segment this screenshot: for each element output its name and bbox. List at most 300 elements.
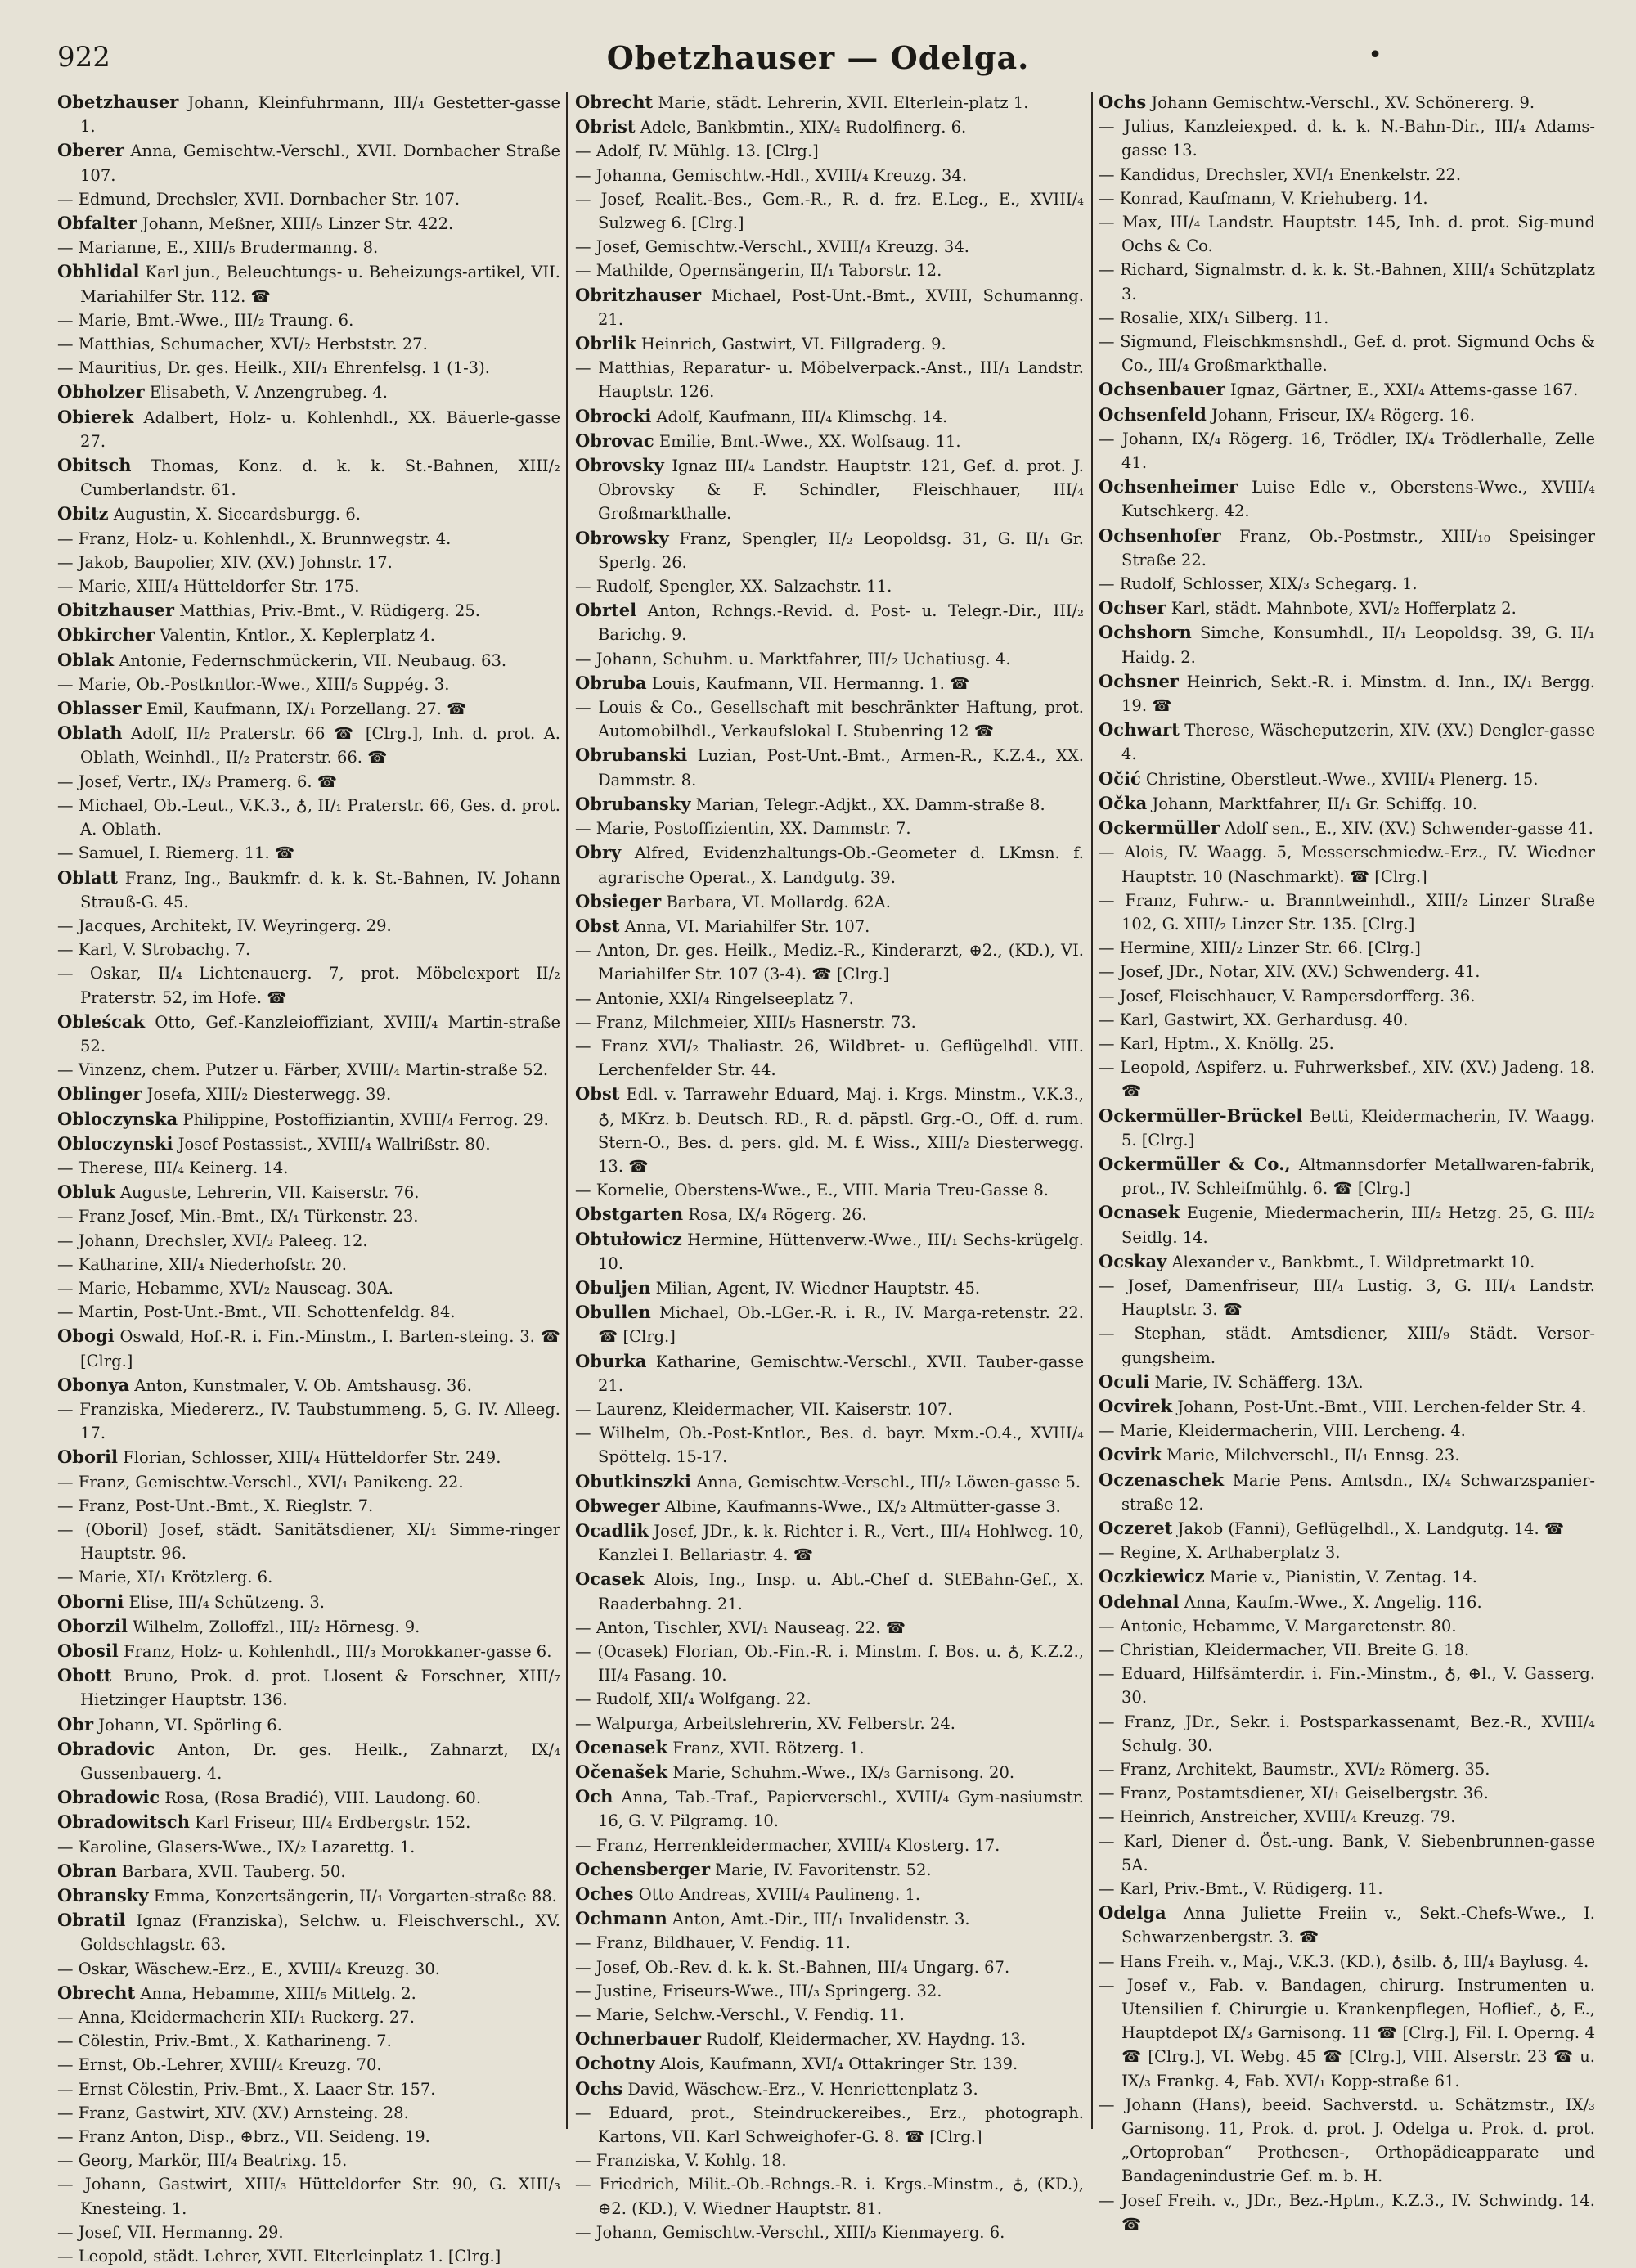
entry-surname: Oborni [57,1591,124,1612]
entry-surname: Obloczynski [57,1132,173,1154]
entry-details: — Alois, IV. Waagg. 5, Messerschmiedw.-Erz., IV. Wiedner Hauptstr. 10 (Naschmarkt). ☎ [Clrg.] [1099,843,1595,886]
entry-surname: Ocnasek [1099,1202,1180,1223]
entry-surname: Obullen [575,1302,651,1323]
entry-surname: Obst [575,1083,620,1105]
entry-details: — (Ocasek) Florian, Ob.-Fin.-R. i. Minstm. f. Bos. u. ♁, K.Z.2., III/₄ Fasang. 10. [575,1642,1084,1685]
directory-entry [57,1614,560,1639]
entry-details: Marie, IV. Schäfferg. 13A. [1149,1372,1364,1392]
entry-details: — Karl, Diener d. Öst.-ung. Bank, V. Siebenbrunnen-gasse 5A. [1099,1831,1595,1874]
directory-entry [57,648,560,673]
entry-surname: Obfalter [57,213,137,234]
entry-surname: Obrubanski [575,745,688,766]
entry-surname: Obry [575,842,622,863]
entry-details: Johann, Meßner, XIII/₅ Linzer Str. 422. [137,214,454,234]
entry-details: Marie Pens. Amtsdn., IX/₄ Schwarzspanier-straße 12. [1121,1470,1595,1514]
entry-details: — Franz, Fuhrw.- u. Branntweinhdl., XIII/₂ Linzer Straße 102, G. XIII/₂ Linzer Str. 135. [Clrg.] [1099,890,1595,934]
entry-details: Augustin, X. Siccardsburgg. 6. [108,505,361,524]
entry-details: Anton, Rchngs.-Revid. d. Post- u. Telegr.-Dir., III/₂ Barichg. 9. [598,601,1084,645]
directory-entry [575,1202,1084,1226]
directory-entry [1099,524,1595,572]
directory-columns [57,90,1595,2266]
entry-surname: Ochsenfeld [1099,403,1207,425]
entry-details: — Mauritius, Dr. ges. Heilk., XII/₁ Ehrenfelsg. 1 (1-3). [57,358,490,378]
page-header [57,36,1579,82]
directory-entry [575,1494,1084,1519]
directory-entry [57,138,560,187]
entry-surname: Oblak [57,649,115,670]
directory-entry [57,211,560,236]
directory-entry [1099,1901,1595,1949]
entry-details: Franz, Spengler, II/₂ Leopoldsg. 31, G. II/₁ Gr. Sperlg. 26. [598,529,1084,572]
directory-entry [575,647,1084,671]
entry-details: — Franz, Postamtsdiener, XI/₁ Geiselbergstr. 36. [1099,1784,1489,1803]
directory-entry [575,1906,1084,1931]
directory-entry [1099,1638,1595,1662]
entry-details: — Christian, Kleidermacher, VII. Breite G. 18. [1099,1640,1470,1659]
directory-entry [575,187,1084,235]
entry-details: — Josef v., Fab. v. Bandagen, chirurg. Instrumenten u. Utensilien f. Chirurgie u. Krankenpflegen, Hoflief., ♁, E., Hauptdepot IX/₃ Garnisong. 11 ☎ [Clrg.], Fil. I. Operng. 4 ☎ [Clrg.], VI. Webg. 45 ☎ [Clrg.], VIII. Alserstr. 23 ☎ u. IX/₃ Frankg. 4, Fab. XVI/₁ Kopp-straße 61. [1099,1975,1595,2090]
entry-details: — Mathilde, Opernsängerin, II/₁ Taborstr. 12. [575,261,942,281]
directory-entry [1099,1877,1595,1901]
directory-entry [1099,1442,1595,1467]
directory-entry [575,526,1084,574]
directory-entry [1099,1781,1595,1805]
directory-entry [57,551,560,574]
entry-details: — Marianne, E., XIII/₅ Brudermanng. 8. [57,238,379,258]
entry-surname: Ocvirek [1099,1395,1173,1416]
entry-details: — Kornelie, Oberstens-Wwe., E., VIII. Maria Treu-Gasse 8. [575,1181,1049,1200]
directory-entry [575,1519,1084,1567]
directory-entry [575,1010,1084,1034]
entry-details: — Josef, JDr., Notar, XIV. (XV.) Schwenderg. 41. [1099,962,1481,982]
directory-entry [57,1518,560,1565]
directory-entry [57,696,560,721]
entry-details: Rudolf, Kleidermacher, XV. Haydng. 13. [701,2030,1027,2050]
entry-surname: Obuljen [575,1276,651,1298]
entry-details: — Karl, V. Strobachg. 7. [57,940,251,960]
entry-surname: Oboril [57,1447,119,1468]
entry-surname: Obtułowicz [575,1228,682,1249]
directory-entry [575,1034,1084,1082]
entry-surname: Obran [57,1860,117,1881]
entry-details: Hermine, Hüttenverw.-Wwe., III/₁ Sechs-krügelg. 10. [598,1230,1084,1273]
directory-entry [575,1882,1084,1906]
directory-entry [575,2003,1084,2027]
directory-entry [1099,718,1595,766]
directory-entry [57,1107,560,1132]
page-title: Obetzhauser — Odelga. [606,39,1030,76]
entry-details: Franz, Ing., Baukmfr. d. k. k. St.-Bahnen, IV. Johann Strauß-G. 45. [80,868,560,911]
entry-details: — Johanna, Gemischtw.-Hdl., XVIII/₄ Kreuzg. 34. [575,165,968,185]
entry-details: Anton, Dr. ges. Heilk., Zahnarzt, IX/₄ Gussenbauerg. 4. [80,1739,560,1784]
entry-details: Antonie, Federnschmückerin, VII. Neubaug. 63. [114,650,507,670]
entry-details: — Marie, XI/₁ Krötzlerg. 6. [57,1568,273,1587]
entry-details: Anna, Tab.-Traf., Papierverschl., XVIII/₄ Gym-nasiumstr. 16, G. V. Pilgramg. 10. [598,1788,1084,1831]
directory-entry [57,405,560,453]
directory-entry [575,429,1084,453]
directory-entry [1099,2093,1595,2189]
directory-entry [57,673,560,696]
directory-entry [57,502,560,526]
entry-surname: Obholzer [57,381,145,403]
entry-details: Alfred, Evidenzhaltungs-Ob.-Geometer d. LKmsn. f. agrarische Operat., X. Landgutg. 39. [598,844,1084,887]
directory-entry [575,671,1084,695]
entry-details: Josef, JDr., k. k. Richter i. R., Vert., III/₄ Hohlweg. 10, Kanzlei I. Bellariastr. 4. ☎ [598,1521,1084,1565]
entry-surname: Obradovic [57,1738,155,1759]
directory-entry [575,404,1084,429]
directory-entry [57,2029,560,2053]
directory-entry [1099,767,1595,791]
entry-details: — Josef, Ob.-Rev. d. k. k. St.-Bahnen, III/₄ Ungarg. 67. [575,1957,1010,1977]
directory-entry [1099,163,1595,187]
entry-details: — Rosalie, XIX/₁ Silberg. 11. [1099,308,1329,327]
directory-entry [575,1760,1084,1784]
entry-details: — Anton, Tischler, XVI/₁ Nauseag. 22. ☎ [575,1618,906,1637]
directory-column-1 [57,90,560,2266]
directory-entry [1099,2189,1595,2236]
directory-entry [1099,984,1595,1008]
entry-surname: Obosil [57,1640,119,1661]
directory-entry [575,743,1084,791]
directory-entry [57,2244,560,2268]
entry-details: — Karoline, Glasers-Wwe., IX/₂ Lazarettg. 1. [57,1837,416,1856]
entry-details: Johann, Friseur, IX/₄ Rögerg. 16. [1206,405,1475,425]
entry-details: Anna, Gemischtw.-Verschl., III/₂ Löwen-gasse 5. [691,1472,1081,1492]
entry-details: — Justine, Friseurs-Wwe., III/₃ Springerg. 32. [575,1981,942,2000]
entry-surname: Oczkiewicz [1099,1566,1205,1587]
entry-details: — Franz Josef, Min.-Bmt., IX/₁ Türkenstr. 23. [57,1207,419,1226]
directory-entry [575,1227,1084,1276]
entry-details: — Antonie, Hebamme, V. Margaretenstr. 80. [1099,1616,1457,1636]
directory-entry [1099,1152,1595,1200]
page-number: 922 [57,41,110,74]
entry-details: Ignaz III/₄ Landstr. Hauptstr. 121, Gef. d. prot. J. Obrovsky & F. Schindler, Fleischhauer, III/₄ Großmarkthalle. [598,457,1084,524]
entry-details: Wilhelm, Zolloffzl., III/₂ Hörnesg. 9. [127,1617,420,1636]
directory-entry [57,1663,560,1712]
entry-details: Oswald, Hof.-R. i. Fin.-Minstm., I. Barten-steing. 3. ☎ [Clrg.] [80,1327,560,1370]
entry-surname: Obradowic [57,1787,160,1808]
entry-details: — Josef, Gemischtw.-Verschl., XVIII/₄ Kreuzg. 34. [575,237,969,257]
entry-details: David, Wäschew.-Erz., V. Henriettenplatz 3. [622,2079,978,2099]
entry-details: Barbara, XVII. Tauberg. 50. [116,1861,346,1881]
entry-surname: Obrecht [57,1982,136,2003]
entry-details: — Matthias, Reparatur- u. Möbelverpack.-Anst., III/₁ Landstr. Hauptstr. 126. [575,358,1084,402]
entry-details: Milian, Agent, IV. Wiedner Hauptstr. 45. [650,1278,981,1298]
directory-entry [57,332,560,356]
entry-surname: Ochensberger [575,1858,711,1879]
directory-entry [575,1784,1084,1833]
entry-details: — Antonie, XXI/₄ Ringelseeplatz 7. [575,988,854,1008]
directory-entry [57,623,560,647]
directory-entry [1099,1370,1595,1394]
directory-entry [575,1300,1084,1348]
entry-surname: Obrocki [575,405,652,426]
entry-details: — Louis & Co., Gesellschaft mit beschränkter Haftung, prot. Automobilhdl., Verkaufslokal I. Stubenring 12 ☎ [575,698,1084,741]
directory-entry [57,1156,560,1180]
entry-details: Marie v., Pianistin, V. Zentag. 14. [1204,1568,1477,1587]
directory-entry [1099,1008,1595,1032]
directory-entry [1099,115,1595,162]
entry-details: — Katharine, XII/₄ Niederhofstr. 20. [57,1254,347,1274]
entry-details: Christine, Oberstleut.-Wwe., XVIII/₄ Plenerg. 15. [1140,769,1539,789]
directory-entry [57,1737,560,1785]
directory-entry [57,841,560,865]
entry-details: — Eduard, prot., Steindruckereibes., Erz., photograph. Kartons, VII. Karl Schweighofer-G. 8. ☎ [Clrg.] [575,2103,1084,2147]
directory-entry [575,259,1084,282]
entry-details: Jakob (Fanni), Geflügelhdl., X. Landgutg. 14. ☎ [1172,1519,1565,1538]
directory-entry [1099,620,1595,668]
entry-surname: Oculi [1099,1370,1150,1392]
entry-surname: Oberer [57,140,124,161]
entry-details: Heinrich, Sekt.-R. i. Minstm. d. Inn., IX/₁ Bergg. 19. ☎ [1121,672,1595,716]
directory-entry [1099,1614,1595,1638]
directory-entry [1099,791,1595,816]
directory-entry [57,187,560,211]
entry-details: — Josef, Fleischhauer, V. Rampersdorfferg. 36. [1099,986,1476,1006]
entry-details: Marie, Milchverschl., II/₁ Ennsg. 23. [1161,1446,1460,1465]
entry-surname: Ochsenbauer [1099,379,1225,400]
directory-entry [57,453,560,502]
entry-details: Karl Friseur, III/₄ Erdbergstr. 152. [189,1813,471,1833]
directory-entry [57,1082,560,1106]
directory-entry [1099,475,1595,523]
directory-entry [57,2221,560,2244]
entry-details: Franz, Ob.-Postmstr., XIII/₁₀ Speisinger Straße 22. [1121,526,1595,569]
directory-entry [57,1058,560,1082]
directory-entry [57,598,560,623]
entry-surname: Ocenasek [575,1736,668,1757]
entry-surname: Obrlik [575,333,636,354]
directory-entry [57,1253,560,1276]
directory-entry [1099,1249,1595,1274]
entry-details: — Franziska, Miedererz., IV. Taubstummeng. 5, G. IV. Alleeg. 17. [57,1399,560,1443]
directory-entry [1099,1200,1595,1249]
directory-entry [575,2221,1084,2244]
entry-surname: Obluk [57,1181,115,1203]
directory-entry [57,2005,560,2029]
entry-surname: Obitsch [57,455,132,476]
directory-entry [575,1834,1084,1857]
entry-details: Rosa, (Rosa Bradić), VIII. Laudong. 60. [160,1789,482,1808]
directory-entry [1099,1662,1595,1709]
directory-entry [1099,1590,1595,1614]
entry-details: — Vinzenz, chem. Putzer u. Färber, XVIII/₄ Martin-straße 52. [57,1060,549,1080]
entry-details: Alexander v., Bankbmt., I. Wildpretmarkt 10. [1166,1252,1535,1271]
entry-surname: Oczeret [1099,1517,1173,1538]
entry-details: — Josef, Damenfriseur, III/₄ Lustig. 3, G. III/₄ Landstr. Hauptstr. 3. ☎ [1099,1276,1595,1320]
entry-surname: Obritzhauser [575,284,702,305]
entry-details: — Jakob, Baupolier, XIV. (XV.) Johnstr. 17. [57,552,393,572]
directory-entry [1099,1321,1595,1369]
entry-surname: Ockermüller & Co., [1099,1153,1291,1174]
entry-surname: Ocasek [575,1568,645,1590]
directory-entry [57,2172,560,2220]
entry-details: Franz, XVII. Rötzerg. 1. [667,1738,865,1757]
entry-surname: Obruba [575,672,647,693]
entry-details: Karl jun., Beleuchtungs- u. Beheizungs-artikel, VII. Mariahilfer Str. 112. ☎ [80,263,560,306]
directory-entry [575,1349,1084,1397]
directory-entry [575,1640,1084,1687]
entry-details: — Leopold, Aspiferz. u. Fuhrwerksbef., XIV. (XV.) Jadeng. 18. ☎ [1099,1058,1595,1101]
entry-details: — Regine, X. Arthaberplatz 3. [1099,1543,1341,1563]
entry-details: — Stephan, städt. Amtsdiener, XIII/₉ Städt. Versor-gungsheim. [1099,1324,1595,1367]
entry-details: — Franz, Herrenkleidermacher, XVIII/₄ Klosterg. 17. [575,1835,1000,1855]
entry-details: Johann, Marktfahrer, II/₁ Gr. Schiffg. 10. [1147,794,1478,813]
entry-details: — Hans Freih. v., Maj., V.K.3. (KD.), ♁silb. ♁, III/₄ Baylusg. 4. [1099,1951,1589,1971]
entry-details: — Edmund, Drechsler, XVII. Dornbacher Str. 107. [57,189,461,209]
entry-surname: Obleścak [57,1010,146,1032]
entry-details: — Adolf, IV. Mühlg. 13. [Clrg.] [575,142,819,161]
entry-surname: Obetzhauser [57,92,179,112]
directory-entry [1099,258,1595,305]
entry-surname: Obrovsky [575,455,664,476]
directory-entry [575,1616,1084,1640]
entry-details: — Heinrich, Anstreicher, XVIII/₄ Kreuzg. 79. [1099,1807,1456,1827]
directory-entry [575,598,1084,646]
entry-details: — Georg, Markör, III/₄ Beatrixg. 15. [57,2151,348,2171]
entry-surname: Obloczynska [57,1108,178,1129]
directory-entry [57,1957,560,1981]
directory-entry [575,1276,1084,1300]
entry-details: — Franz, Post-Unt.-Bmt., X. Rieglstr. 7. [57,1496,374,1515]
entry-details: Luzian, Post-Unt.-Bmt., Armen-R., K.Z.4., XX. Dammstr. 8. [598,746,1084,790]
entry-surname: Odehnal [1099,1591,1180,1612]
entry-details: — (Oboril) Josef, städt. Sanitätsdiener, XI/₁ Simme-ringer Hauptstr. 96. [57,1519,560,1564]
entry-surname: Odelga [1099,1902,1166,1924]
entry-details: Louis, Kaufmann, VII. Hermanng. 1. ☎ [646,673,970,693]
directory-entry [575,164,1084,187]
directory-entry [575,889,1084,914]
directory-entry [575,235,1084,259]
entry-surname: Obott [57,1665,112,1686]
directory-entry [57,1639,560,1663]
entry-details: — Matthias, Schumacher, XVI/₂ Herbststr. 27. [57,335,428,354]
entry-details: — Johann, IX/₄ Rögerg. 16, Trödler, IX/₄ Trödlerhalle, Zelle 41. [1099,429,1595,473]
directory-entry [575,817,1084,840]
entry-surname: Ochnerbauer [575,2028,702,2050]
directory-entry [57,938,560,961]
entry-details: Florian, Schlosser, XIII/₄ Hütteldorfer Str. 249. [118,1448,501,1468]
entry-details: — Rudolf, XII/₄ Wolfgang. 22. [575,1690,811,1709]
directory-entry [575,987,1084,1010]
directory-entry [1099,90,1595,115]
entry-details: — Ernst, Ob.-Lehrer, XVIII/₄ Kreuzg. 70. [57,2055,382,2075]
entry-details: — Martin, Post-Unt.-Bmt., VII. Schottenfeldg. 84. [57,1303,456,1322]
entry-details: — Jacques, Architekt, IV. Weyringerg. 29. [57,916,392,935]
entry-details: Adalbert, Holz- u. Kohlenhdl., XX. Bäuerle-gasse 27. [80,407,560,451]
entry-details: — Franz, Architekt, Baumstr., XVI/₂ Römerg. 35. [1099,1760,1490,1780]
directory-entry [575,356,1084,403]
entry-details: — Marie, Ob.-Postkntlor.-Wwe., XIII/₅ Suppég. 3. [57,674,450,694]
directory-entry [57,794,560,841]
directory-entry [57,1204,560,1228]
directory-entry [575,2149,1084,2172]
entry-details: Matthias, Priv.-Bmt., V. Rüdigerg. 25. [173,601,480,621]
entry-details: Altmannsdorfer Metallwaren-fabrik, prot., IV. Schleifmühlg. 6. ☎ [Clrg.] [1121,1154,1595,1199]
entry-details: Emil, Kaufmann, IX/₁ Porzellang. 27. ☎ [141,700,467,719]
entry-details: Philippine, Postoffiziantin, XVIII/₄ Ferrog. 29. [178,1109,549,1129]
directory-entry [57,1397,560,1445]
directory-entry [57,1835,560,1859]
directory-entry [575,840,1084,889]
entry-details: Johann Gemischtw.-Verschl., XV. Schönererg. 9. [1146,93,1535,112]
entry-surname: Ochsenhofer [1099,524,1221,546]
directory-entry [575,2172,1084,2220]
directory-entry [57,1324,560,1372]
entry-details: — Max, III/₄ Landstr. Hauptstr. 145, Inh. d. prot. Sig-mund Ochs & Co. [1099,213,1595,256]
directory-entry [1099,377,1595,402]
entry-details: — Rudolf, Schlosser, XIX/₃ Schegarg. 1. [1099,574,1418,594]
entry-details: — Marie, Postoffizientin, XX. Dammstr. 7. [575,819,911,839]
directory-entry [57,1590,560,1614]
directory-entry [575,90,1084,115]
directory-entry [575,453,1084,526]
entry-surname: Obratil [57,1910,126,1931]
directory-entry [1099,816,1595,840]
entry-surname: Ochsenheimer [1099,476,1238,497]
entry-details: — Karl, Gastwirt, XX. Gerhardusg. 40. [1099,1010,1409,1029]
entry-surname: Ockermüller-Brückel [1099,1105,1303,1126]
entry-details: Ignaz, Gärtner, E., XXI/₄ Attems-gasse 167. [1225,380,1579,400]
directory-entry [57,308,560,332]
entry-surname: Obradowitsch [57,1811,190,1833]
directory-entry [575,1082,1084,1178]
entry-surname: Ochmann [575,1908,667,1929]
entry-details: Anna, Hebamme, XIII/₅ Mittelg. 2. [135,1983,416,2003]
entry-details: — Josef Freih. v., JDr., Bez.-Hptm., K.Z.3., IV. Schwindg. 14. ☎ [1099,2190,1595,2234]
directory-entry [1099,1710,1595,1757]
entry-details: — Marie, Hebamme, XVI/₂ Nauseag. 30A. [57,1278,394,1298]
directory-entry [1099,1829,1595,1877]
entry-details: — Johann (Hans), beeid. Sachverstd. u. Schätzmstr., IX/₃ Garnisong. 11, Prok. d. prot. J. Odelga u. Prok. d. prot. „Ortoproban“ Prothesen-, Orthopädieapparate und Bandagenindustrie Gef. m. b. H. [1099,2095,1595,2186]
directory-entry [575,914,1084,938]
directory-entry [575,1397,1084,1421]
directory-entry [57,1883,560,1908]
directory-entry [575,1469,1084,1494]
entry-details: Luise Edle v., Oberstens-Wwe., XVIII/₄ Kutschkerg. 42. [1121,478,1595,521]
directory-entry [575,792,1084,817]
entry-details: — Johann, Drechsler, XVI/₂ Paleeg. 12. [57,1231,368,1250]
entry-details: Michael, Post-Unt.-Bmt., XVIII, Schumanng. 21. [598,286,1084,329]
entry-details: Alois, Ing., Insp. u. Abt.-Chef d. StEBahn-Gef., X. Raaderbahng. 21. [598,1570,1084,1613]
entry-surname: Ochser [1099,597,1166,619]
entry-surname: Obrtel [575,600,637,621]
entry-surname: Obrecht [575,92,654,112]
directory-entry [57,1132,560,1156]
directory-entry [57,2077,560,2101]
entry-details: — Franz, Holz- u. Kohlenhdl., X. Brunnwegstr. 4. [57,529,452,548]
entry-details: Adolf, II/₂ Praterstr. 66 ☎ [Clrg.], Inh. d. prot. A. Oblath, Weinhdl., II/₂ Praterstr. 66. ☎ [80,724,560,767]
entry-details: Rosa, IX/₄ Rögerg. 26. [683,1205,867,1225]
entry-surname: Obonya [57,1374,130,1395]
directory-entry [1099,1757,1595,1781]
directory-entry [575,938,1084,986]
directory-entry [57,1445,560,1469]
entry-details: — Josef, Realit.-Bes., Gem.-R., R. d. frz. E.Leg., E., XVIII/₄ Sulzweg 6. [Clrg.] [575,189,1084,233]
directory-entry [575,574,1084,598]
entry-details: — Marie, Selchw.-Verschl., V. Fendig. 11. [575,2005,905,2025]
entry-surname: Ochshorn [1099,622,1192,643]
directory-entry [575,1567,1084,1615]
directory-entry [57,574,560,598]
entry-surname: Obst [575,915,620,936]
entry-details: Marie, Schuhm.-Wwe., IX/₃ Garnisong. 20. [667,1763,1015,1783]
entry-details: — Cölestin, Priv.-Bmt., X. Katharineng. 7. [57,2032,392,2051]
directory-entry [1099,1104,1595,1152]
directory-entry [1099,572,1595,596]
directory-entry [1099,1805,1595,1829]
directory-entry [57,2101,560,2125]
